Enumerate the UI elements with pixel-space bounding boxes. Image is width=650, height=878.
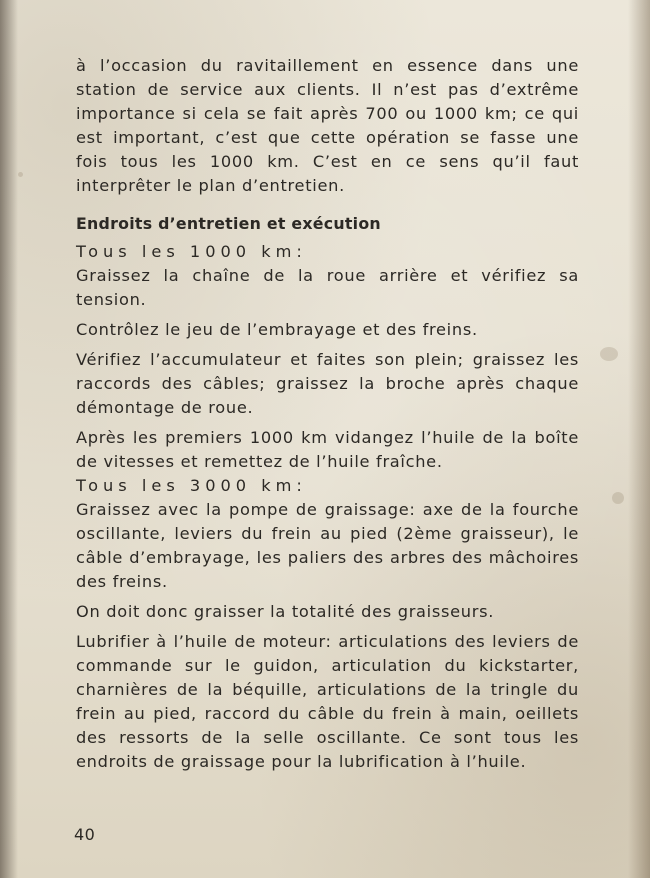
paper-stain — [600, 347, 618, 361]
interval-1000-heading: Tous les 1000 km: — [76, 242, 307, 261]
maintenance-paragraph: Graissez la chaîne de la roue arrière et vérifiez sa tension. — [76, 266, 579, 309]
maintenance-paragraph: Vérifiez l’accumulateur et faites son plein; graissez les raccords des câbles; graissez la broche après chaque démontage de roue. — [76, 350, 579, 417]
interval-3000-heading: Tous les 3000 km: — [76, 476, 307, 495]
maintenance-paragraph: Graissez avec la pompe de graissage: axe de la fourche oscillante, leviers du frein au pied (2ème graisseur), le câble d’embrayage, les paliers des arbres des mâchoires des freins. — [76, 500, 579, 591]
maintenance-paragraph: Après les premiers 1000 km vidangez l’huile de la boîte de vitesses et remettez de l’huile fraîche. — [76, 428, 579, 471]
page-text — [76, 54, 579, 774]
maintenance-paragraph: On doit donc graisser la totalité des graisseurs. — [76, 602, 495, 621]
maintenance-paragraph: Lubrifier à l’huile de moteur: articulations des leviers de commande sur le guidon, articulation du kickstarter, charnières de la béquille, articulations de la tringle du frein au pied, raccord du câble du frein à main, oeillets des ressorts de la selle oscillante. Ce sont tous les endroits de graissage pour la lubrification à l’huile. — [76, 632, 579, 771]
section-heading: Endroits d’entretien et exécution — [76, 214, 381, 233]
paper-stain — [612, 492, 624, 504]
intro-paragraph: à l’occasion du ravitaillement en essence dans une station de service aux clients. Il n’est pas d’extrême importance si cela se fait après 700 ou 1000 km; ce qui est important, c’est que cette opération se fasse une fois tous les 1000 km. C’est en ce sens qu’il faut interprêter le plan d’entretien. — [76, 56, 579, 195]
maintenance-paragraph: Contrôlez le jeu de l’embrayage et des freins. — [76, 320, 478, 339]
paper-stain — [18, 172, 23, 177]
page-number: 40 — [74, 825, 96, 844]
